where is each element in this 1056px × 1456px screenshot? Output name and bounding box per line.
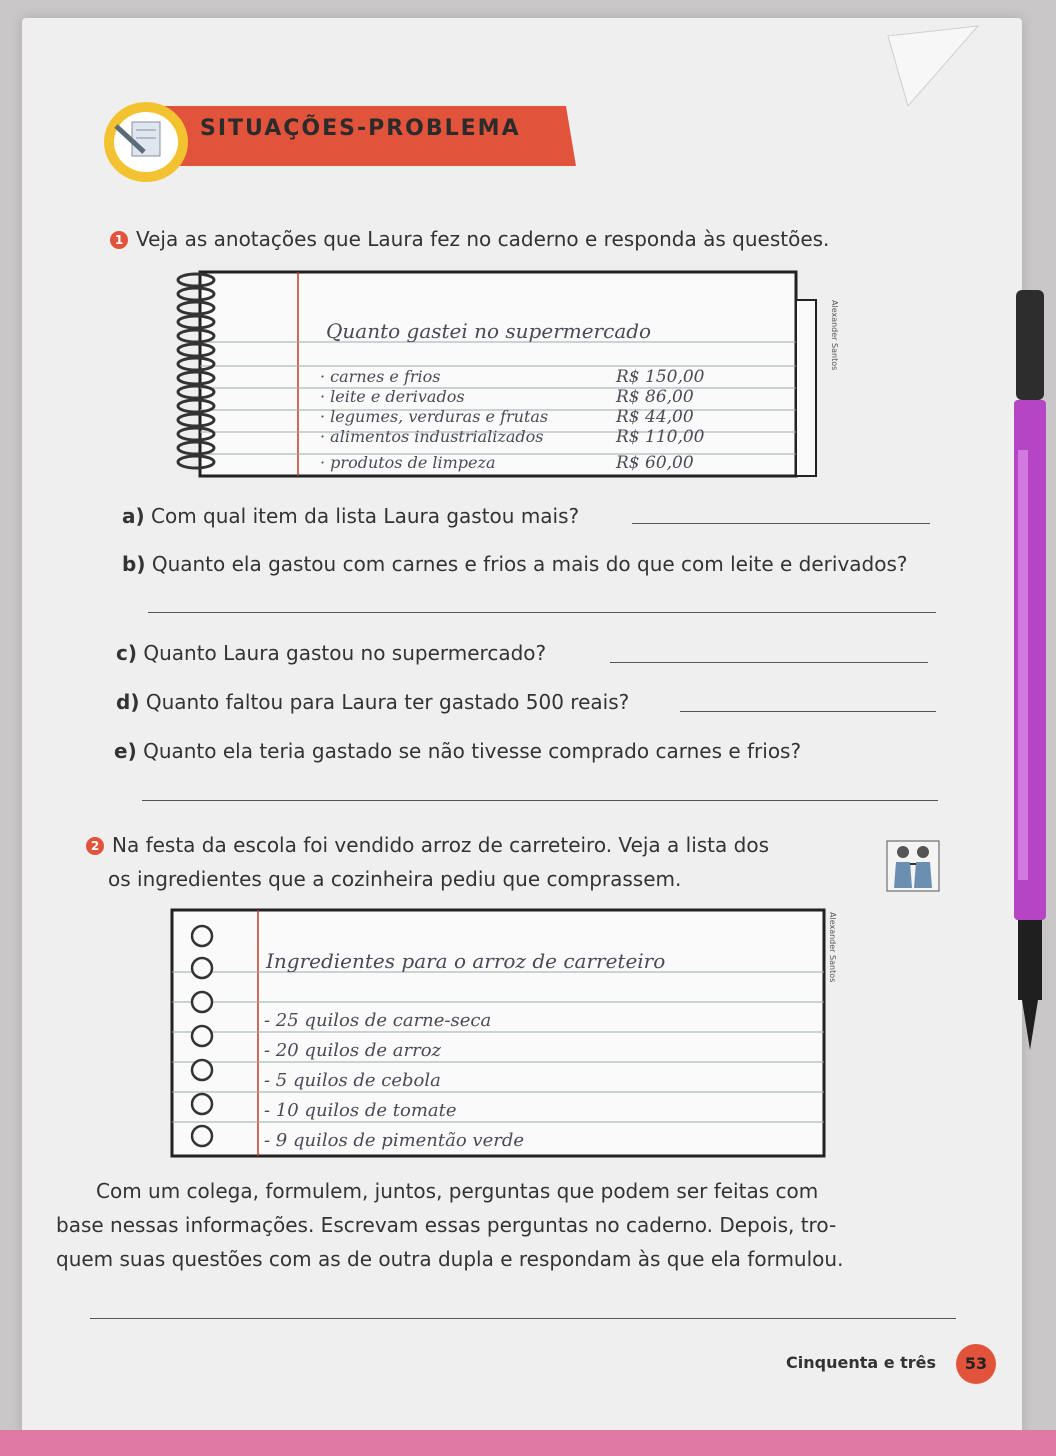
folded-corner [888, 26, 1008, 106]
pen-icon [1010, 290, 1050, 1050]
expense-value: R$ 110,00 [616, 427, 705, 447]
illustration-credit-2 [826, 910, 840, 990]
question-2-statement-line2: os ingredientes que a cozinheira pediu que comprassem. [108, 867, 682, 891]
answer-line-c[interactable] [610, 662, 928, 663]
expense-value: R$ 44,00 [616, 407, 694, 427]
sub-question-a: a) Com qual item da lista Laura gastou mais? [122, 504, 580, 528]
sub-question-d: d) Quanto faltou para Laura ter gastado 500 reais? [116, 690, 630, 714]
pair-work-icon [886, 840, 940, 892]
page-number-badge: 53 [956, 1344, 996, 1384]
answer-line-a[interactable] [632, 523, 930, 524]
page-number-words: Cinquenta e três [786, 1353, 937, 1372]
ingredient-item: - 20 quilos de arroz [264, 1040, 442, 1061]
ingredient-item: - 10 quilos de tomate [264, 1100, 457, 1121]
notebook-ingredients [170, 908, 830, 1158]
sub-question-e: e) Quanto ela teria gastado se não tivesse comprado carnes e frios? [114, 739, 802, 763]
expense-value: R$ 60,00 [616, 453, 694, 473]
section-banner [106, 96, 576, 188]
notebook-laura-expenses [170, 270, 839, 478]
expense-value: R$ 150,00 [616, 367, 705, 387]
sub-question-c: c) Quanto Laura gastou no supermercado? [116, 641, 547, 665]
answer-line-d[interactable] [680, 711, 936, 712]
expense-value: R$ 86,00 [616, 387, 694, 407]
notebook-title: Ingredientes para o arroz de carreteiro [266, 949, 666, 973]
expense-label: · produtos de limpeza [320, 453, 496, 472]
answer-line-e[interactable] [142, 800, 938, 801]
expense-label: · leite e derivados [320, 387, 465, 406]
expense-label: · carnes e frios [320, 367, 441, 386]
question-1-number: 1 [110, 231, 128, 249]
illustration-credit: Alexander Santos [830, 300, 839, 371]
question-1-statement: 1 Veja as anotações que Laura fez no caderno e responda às questões. [110, 226, 829, 252]
instruction-line-2: base nessas informações. Escrevam essas perguntas no caderno. Depois, tro- [56, 1213, 837, 1237]
ingredient-item: - 5 quilos de cebola [264, 1070, 441, 1091]
ingredient-item: - 25 quilos de carne-seca [264, 1010, 492, 1031]
background-pink-fabric [0, 1430, 1056, 1456]
instruction-line-1: Com um colega, formulem, juntos, perguntas que podem ser feitas com [96, 1179, 819, 1203]
answer-line-q2[interactable] [90, 1318, 956, 1319]
expense-label: · legumes, verduras e frutas [320, 407, 549, 426]
sub-question-b: b) Quanto ela gastou com carnes e frios a mais do que com leite e derivados? [122, 552, 908, 576]
svg-text:Alexander Santos: Alexander Santos [828, 912, 837, 983]
question-2-statement-line1: 2 Na festa da escola foi vendido arroz de carreteiro. Veja a lista dos [86, 832, 769, 858]
instruction-line-3: quem suas questões com as de outra dupla e respondam às que ela formulou. [56, 1247, 844, 1271]
section-title: SITUAÇÕES-PROBLEMA [200, 116, 521, 141]
answer-line-b[interactable] [148, 612, 936, 613]
question-2-number: 2 [86, 837, 104, 855]
ingredient-item: - 9 quilos de pimentão verde [264, 1130, 525, 1151]
expense-label: · alimentos industrializados [320, 427, 544, 446]
notebook-title: Quanto gastei no supermercado [326, 319, 652, 343]
